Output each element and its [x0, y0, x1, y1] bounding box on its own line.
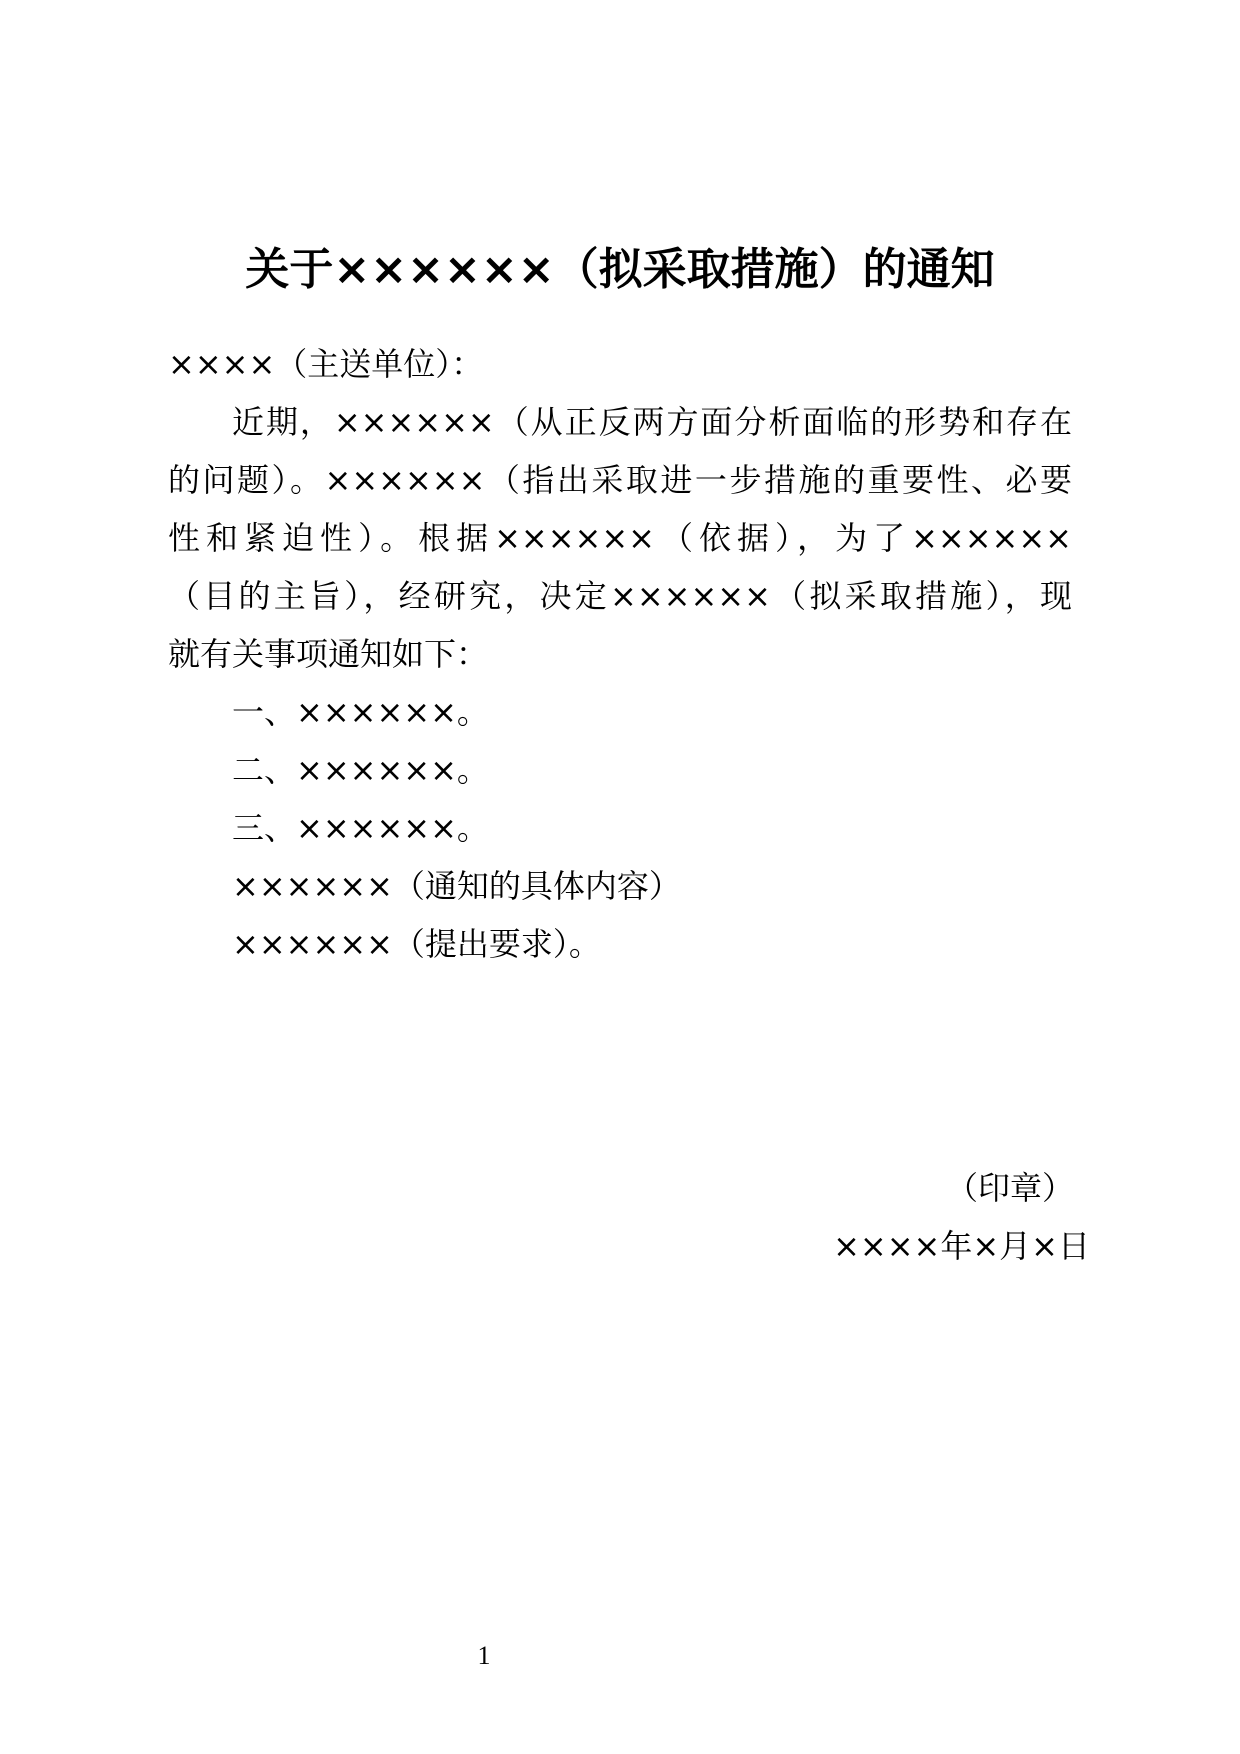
paragraph-line-1: 近期，××××××（从正反两方面分析面临的形势和存在	[232, 403, 1072, 441]
content-line: ××××××（通知的具体内容）	[232, 867, 681, 905]
paragraph-line-5: 就有关事项通知如下：	[168, 635, 489, 673]
list-item-2: 二、××××××。	[232, 751, 489, 789]
seal-placeholder: （印章）	[945, 1169, 1074, 1207]
document-title: 关于××××××（拟采取措施）的通知	[245, 244, 995, 295]
recipient-line: ××××（主送单位）：	[168, 345, 484, 383]
issue-date: ××××年×月×日	[833, 1227, 1090, 1265]
page-number: 1	[477, 1641, 491, 1670]
list-item-1: 一、××××××。	[232, 693, 489, 731]
paragraph-line-4: （目的主旨），经研究，决定××××××（拟采取措施），现	[168, 577, 1072, 615]
list-item-3: 三、××××××。	[232, 809, 489, 847]
paragraph-line-2: 的问题）。××××××（指出采取进一步措施的重要性、必要	[168, 461, 1072, 499]
paragraph-line-3: 性和紧迫性）。根据××××××（依据），为了××××××	[168, 519, 1072, 557]
requirement-line: ××××××（提出要求）。	[232, 925, 601, 963]
